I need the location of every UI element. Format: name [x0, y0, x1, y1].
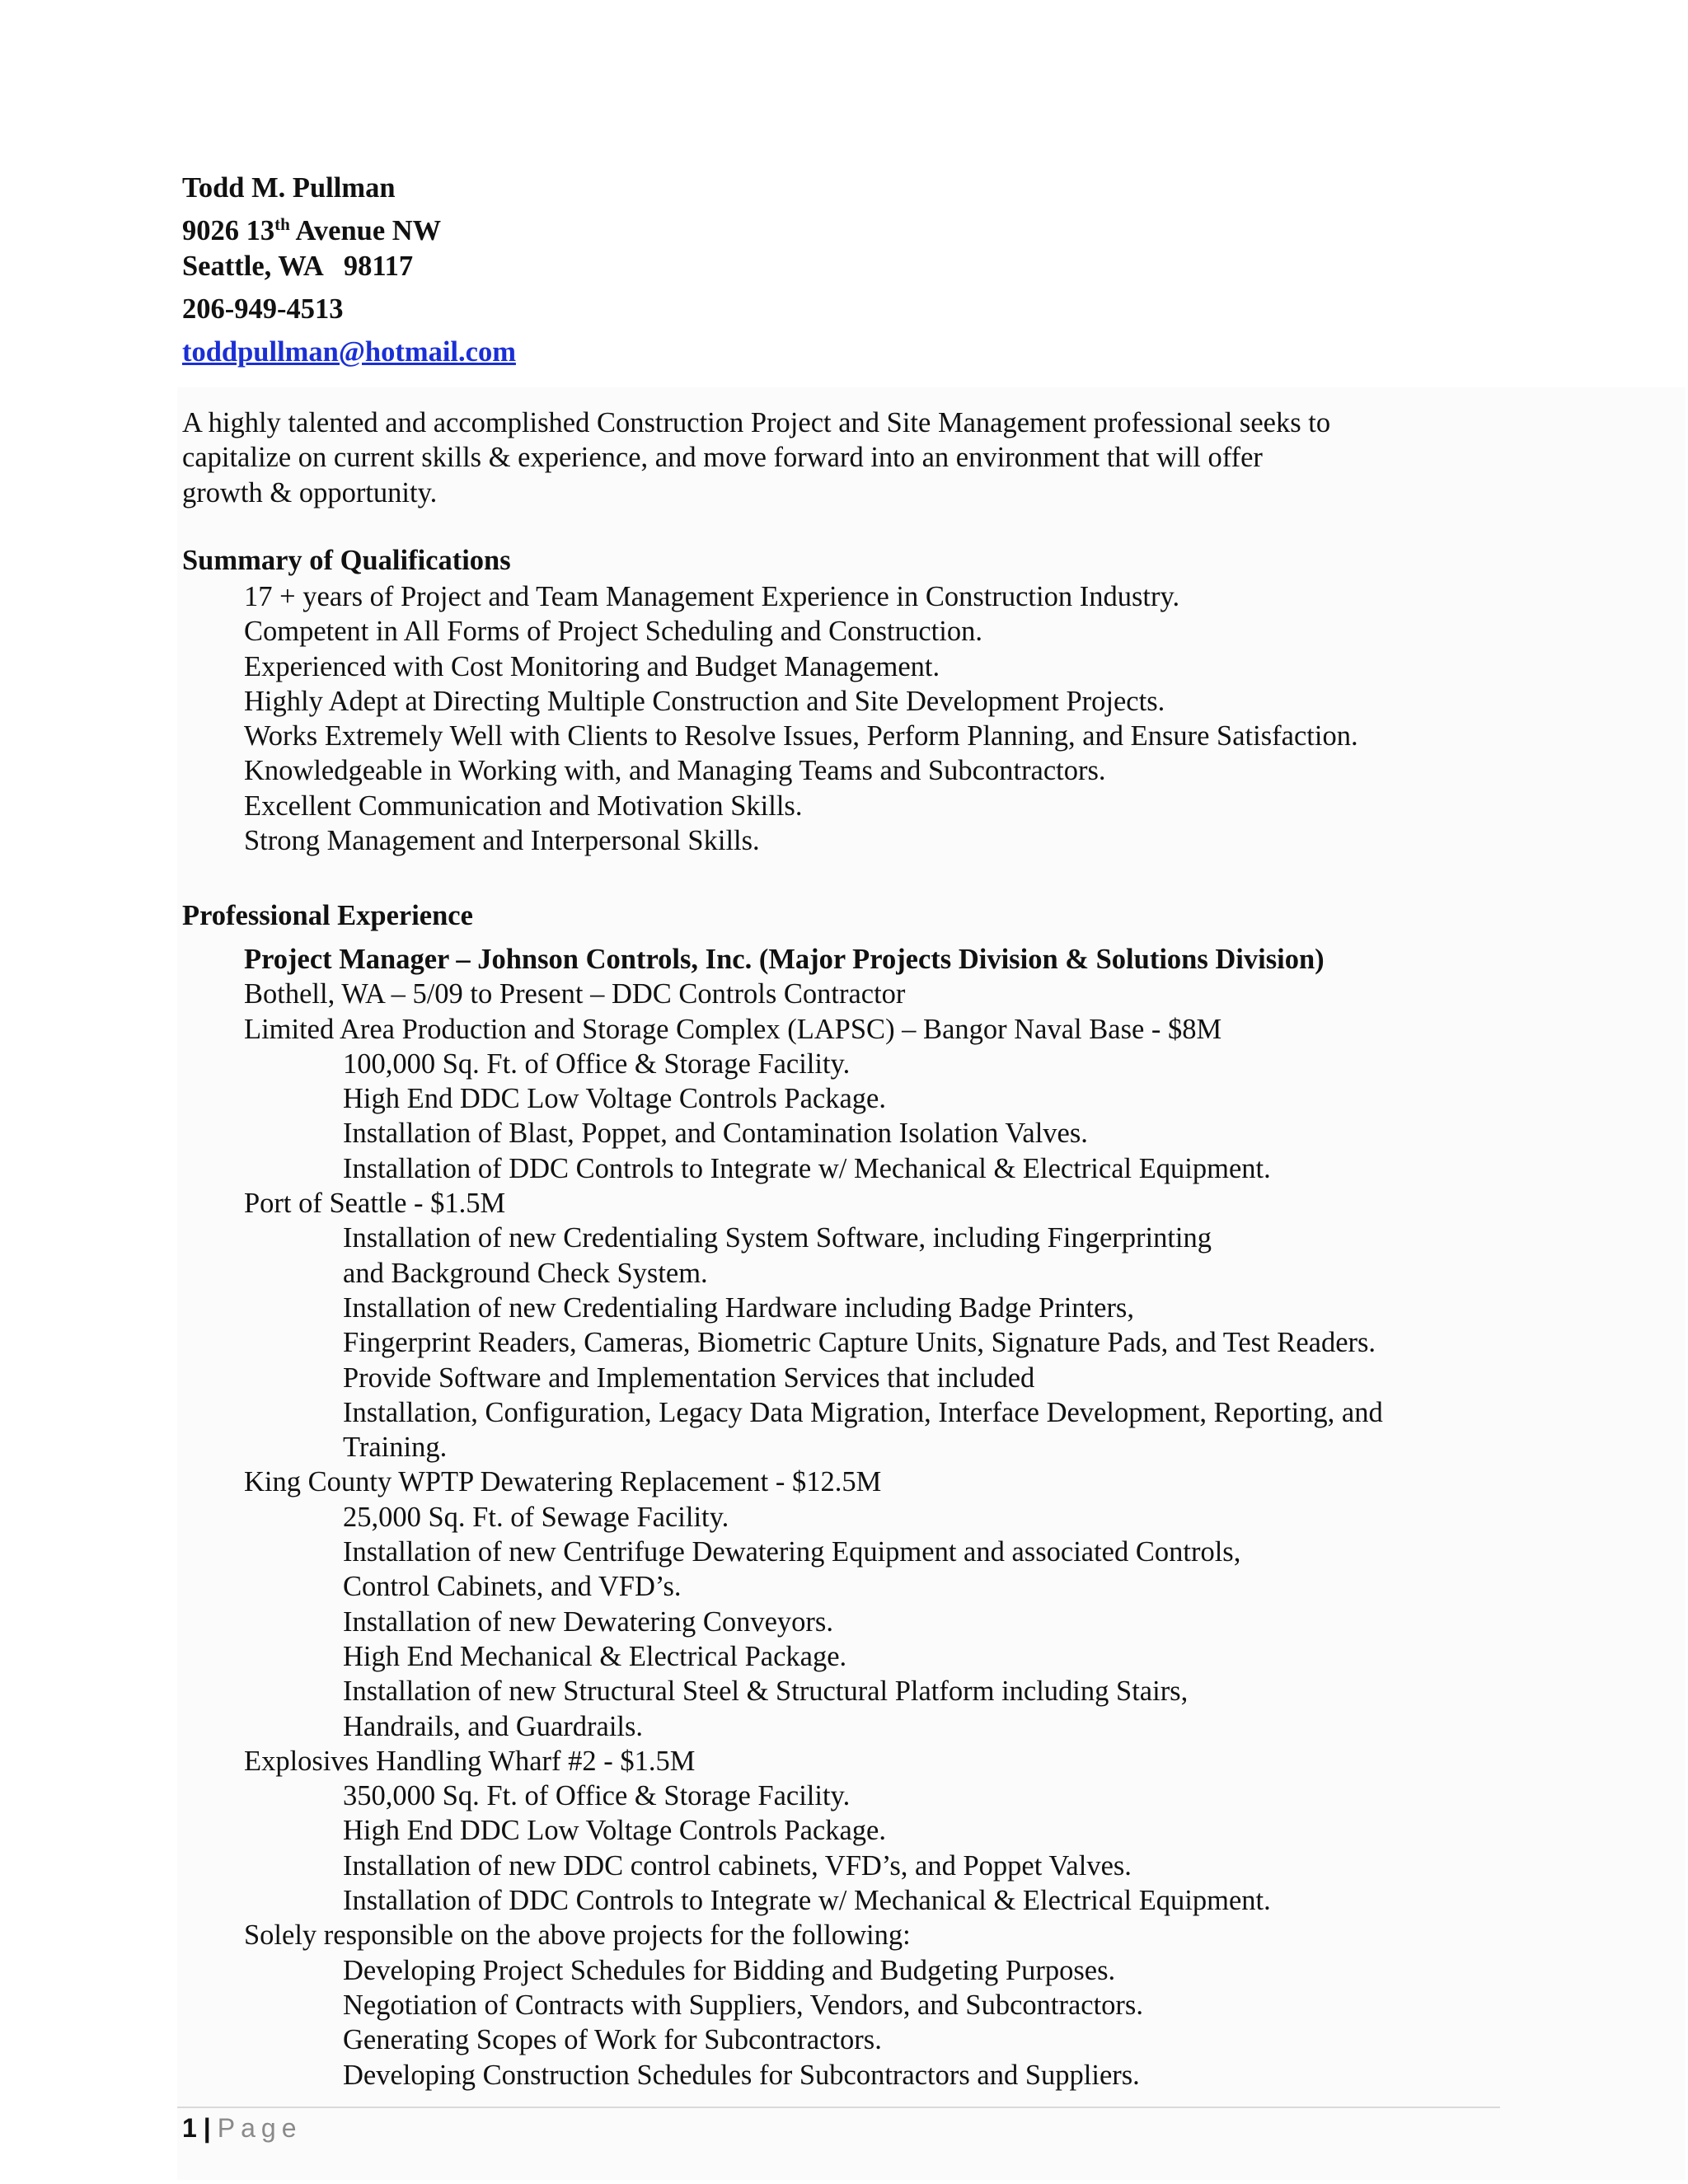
qualification-item: 17 + years of Project and Team Management Experience in Construction Industry. [244, 581, 1180, 612]
project-heading: Solely responsible on the above projects for the following: [244, 1919, 911, 1952]
project-heading: Port of Seattle - $1.5M [244, 1188, 506, 1220]
project-detail: Fingerprint Readers, Cameras, Biometric Capture Units, Signature Pads, and Test Readers. [343, 1327, 1376, 1359]
candidate-name: Todd M. Pullman [182, 172, 396, 204]
footer-rule [177, 2107, 1500, 2108]
project-detail: 350,000 Sq. Ft. of Office & Storage Facility. [343, 1780, 851, 1812]
project-detail: Installation of new Credentialing Hardware including Badge Printers, [343, 1291, 1134, 1324]
project-heading: Limited Area Production and Storage Complex (LAPSC) – Bangor Naval Base - $8M [244, 1013, 1222, 1045]
objective-line: A highly talented and accomplished Construction Project and Site Management professional seeks to [182, 407, 1331, 438]
qualification-item: Strong Management and Interpersonal Skills. [244, 825, 760, 857]
street-address: 9026 13th Avenue NW [182, 214, 442, 246]
project-heading: Explosives Handling Wharf #2 - $1.5M [244, 1745, 696, 1777]
project-heading: Bothell, WA – 5/09 to Present – DDC Controls Contractor [244, 978, 906, 1010]
project-detail: Installation of DDC Controls to Integrate w/ Mechanical & Electrical Equipment. [343, 1152, 1271, 1184]
project-detail: High End Mechanical & Electrical Package. [343, 1640, 847, 1672]
page-number: 1 [182, 2113, 197, 2143]
summary-heading: Summary of Qualifications [182, 545, 511, 576]
city-state-zip: Seattle, WA 98117 [182, 251, 414, 282]
project-detail: Installation of new Centrifuge Dewatering Equipment and associated Controls, [343, 1536, 1241, 1568]
contact-header [182, 166, 516, 373]
qualification-item: Works Extremely Well with Clients to Resolve Issues, Perform Planning, and Ensure Satisfaction. [244, 720, 1358, 752]
page-label: Page [217, 2113, 302, 2143]
project-detail: Negotiation of Contracts with Suppliers, Vendors, and Subcontractors. [343, 1989, 1143, 2021]
summary-list [244, 579, 1358, 858]
project-detail: Installation of DDC Controls to Integrate w/ Mechanical & Electrical Equipment. [343, 1885, 1271, 1917]
project-detail: Provide Software and Implementation Services that included [343, 1361, 1035, 1394]
project-detail: Training. [343, 1432, 448, 1464]
objective-line: growth & opportunity. [182, 476, 438, 509]
project-detail: Developing Project Schedules for Bidding and Budgeting Purposes. [343, 1954, 1116, 1986]
project-detail: Installation of new Structural Steel & Structural Platform including Stairs, [343, 1675, 1189, 1708]
qualification-item: Highly Adept at Directing Multiple Construction and Site Development Projects. [244, 685, 1165, 717]
experience-list [182, 942, 1383, 2093]
project-detail: 25,000 Sq. Ft. of Sewage Facility. [343, 1501, 729, 1533]
experience-heading: Professional Experience [182, 900, 473, 931]
project-detail: High End DDC Low Voltage Controls Package. [343, 1083, 886, 1115]
project-detail: Installation of new DDC control cabinets, VFD’s, and Poppet Valves. [343, 1849, 1132, 1882]
project-detail: Developing Construction Schedules for Subcontractors and Suppliers. [343, 2059, 1140, 2091]
project-heading: King County WPTP Dewatering Replacement - $12.5M [244, 1466, 882, 1498]
qualification-item: Experienced with Cost Monitoring and Budget Management. [244, 650, 940, 682]
page-footer [182, 2111, 302, 2144]
job-title: Project Manager – Johnson Controls, Inc. (Major Projects Division & Solutions Division) [244, 944, 1325, 975]
project-detail: and Background Check System. [343, 1257, 708, 1289]
project-detail: Installation of new Dewatering Conveyors. [343, 1605, 833, 1638]
project-detail: Generating Scopes of Work for Subcontractors. [343, 2024, 882, 2056]
project-detail: Handrails, and Guardrails. [343, 1710, 644, 1742]
qualification-item: Knowledgeable in Working with, and Managing Teams and Subcontractors. [244, 755, 1106, 787]
project-detail: High End DDC Low Voltage Controls Package. [343, 1815, 886, 1847]
qualification-item: Excellent Communication and Motivation Skills. [244, 790, 803, 822]
email-link[interactable]: toddpullman@hotmail.com [182, 336, 516, 368]
qualification-item: Competent in All Forms of Project Scheduling and Construction. [244, 616, 982, 648]
footer-separator: | [203, 2113, 211, 2143]
project-detail: 100,000 Sq. Ft. of Office & Storage Facility. [343, 1047, 851, 1080]
objective-line: capitalize on current skills & experience, and move forward into an environment that will offer [182, 442, 1263, 474]
project-detail: Installation of new Credentialing System Software, including Fingerprinting [343, 1222, 1212, 1254]
project-detail: Control Cabinets, and VFD’s. [343, 1571, 682, 1603]
project-detail: Installation of Blast, Poppet, and Contamination Isolation Valves. [343, 1118, 1088, 1150]
project-detail: Installation, Configuration, Legacy Data Migration, Interface Development, Reporting, and [343, 1396, 1383, 1428]
objective-paragraph [182, 405, 1330, 510]
phone-number: 206-949-4513 [182, 293, 344, 325]
